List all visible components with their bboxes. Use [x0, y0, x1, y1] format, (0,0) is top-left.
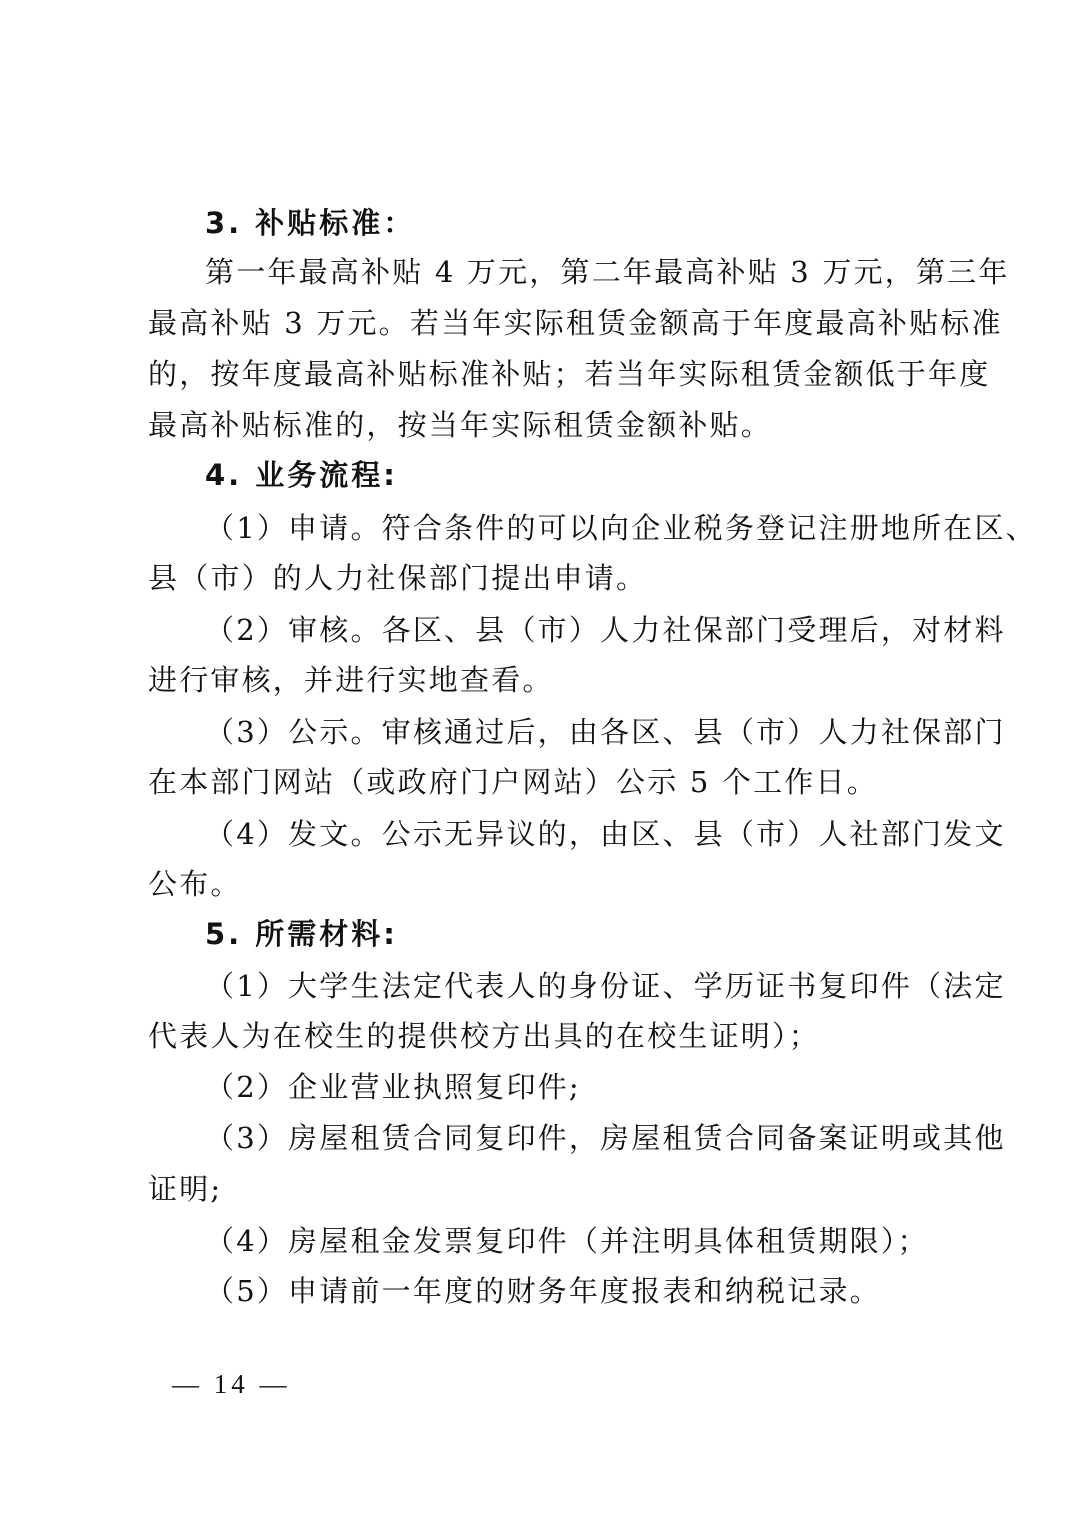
- paragraph-line: （3）公示。审核通过后，由各区、县（市）人力社保部门: [205, 715, 1006, 749]
- paragraph-line: 证明;: [148, 1172, 223, 1206]
- paragraph-line: （2）审核。各区、县（市）人力社保部门受理后，对材料: [205, 613, 1006, 647]
- paragraph-line: （2）企业营业执照复印件;: [205, 1070, 581, 1104]
- section-5-heading: 5. 所需材料:: [205, 917, 398, 951]
- paragraph-line: 在本部门网站（或政府门户网站）公示 5 个工作日。: [148, 765, 878, 799]
- paragraph-line: 县（市）的人力社保部门提出申请。: [148, 561, 648, 595]
- section-3-heading: 3. 补贴标准：: [205, 206, 416, 240]
- paragraph-line: 公布。: [148, 867, 242, 901]
- section-4-heading: 4. 业务流程:: [205, 458, 398, 492]
- paragraph-line: 代表人为在校生的提供校方出具的在校生证明）；: [148, 1019, 820, 1053]
- paragraph-line: 第一年最高补贴 4 万元，第二年最高补贴 3 万元，第三年: [205, 255, 1010, 289]
- paragraph-line: （4）房屋租金发票复印件（并注明具体租赁期限）；: [205, 1224, 929, 1258]
- paragraph-line: 最高补贴标准的，按当年实际租赁金额补贴。: [148, 408, 773, 442]
- paragraph-line: （4）发文。公示无异议的，由区、县（市）人社部门发文: [205, 817, 1006, 851]
- paragraph-line: （3）房屋租赁合同复印件，房屋租赁合同备案证明或其他: [205, 1121, 1006, 1155]
- paragraph-line: （1）申请。符合条件的可以向企业税务登记注册地所在区、: [205, 511, 1037, 545]
- paragraph-line: （1）大学生法定代表人的身份证、学历证书复印件（法定: [205, 969, 1006, 1003]
- paragraph-line: （5）申请前一年度的财务年度报表和纳税记录。: [205, 1274, 881, 1308]
- paragraph-line: 最高补贴 3 万元。若当年实际租赁金额高于年度最高补贴标准: [148, 306, 1003, 340]
- page-number: — 14 —: [172, 1369, 291, 1399]
- paragraph-line: 的，按年度最高补贴标准补贴；若当年实际租赁金额低于年度: [148, 357, 991, 391]
- paragraph-line: 进行审核，并进行实地查看。: [148, 663, 554, 697]
